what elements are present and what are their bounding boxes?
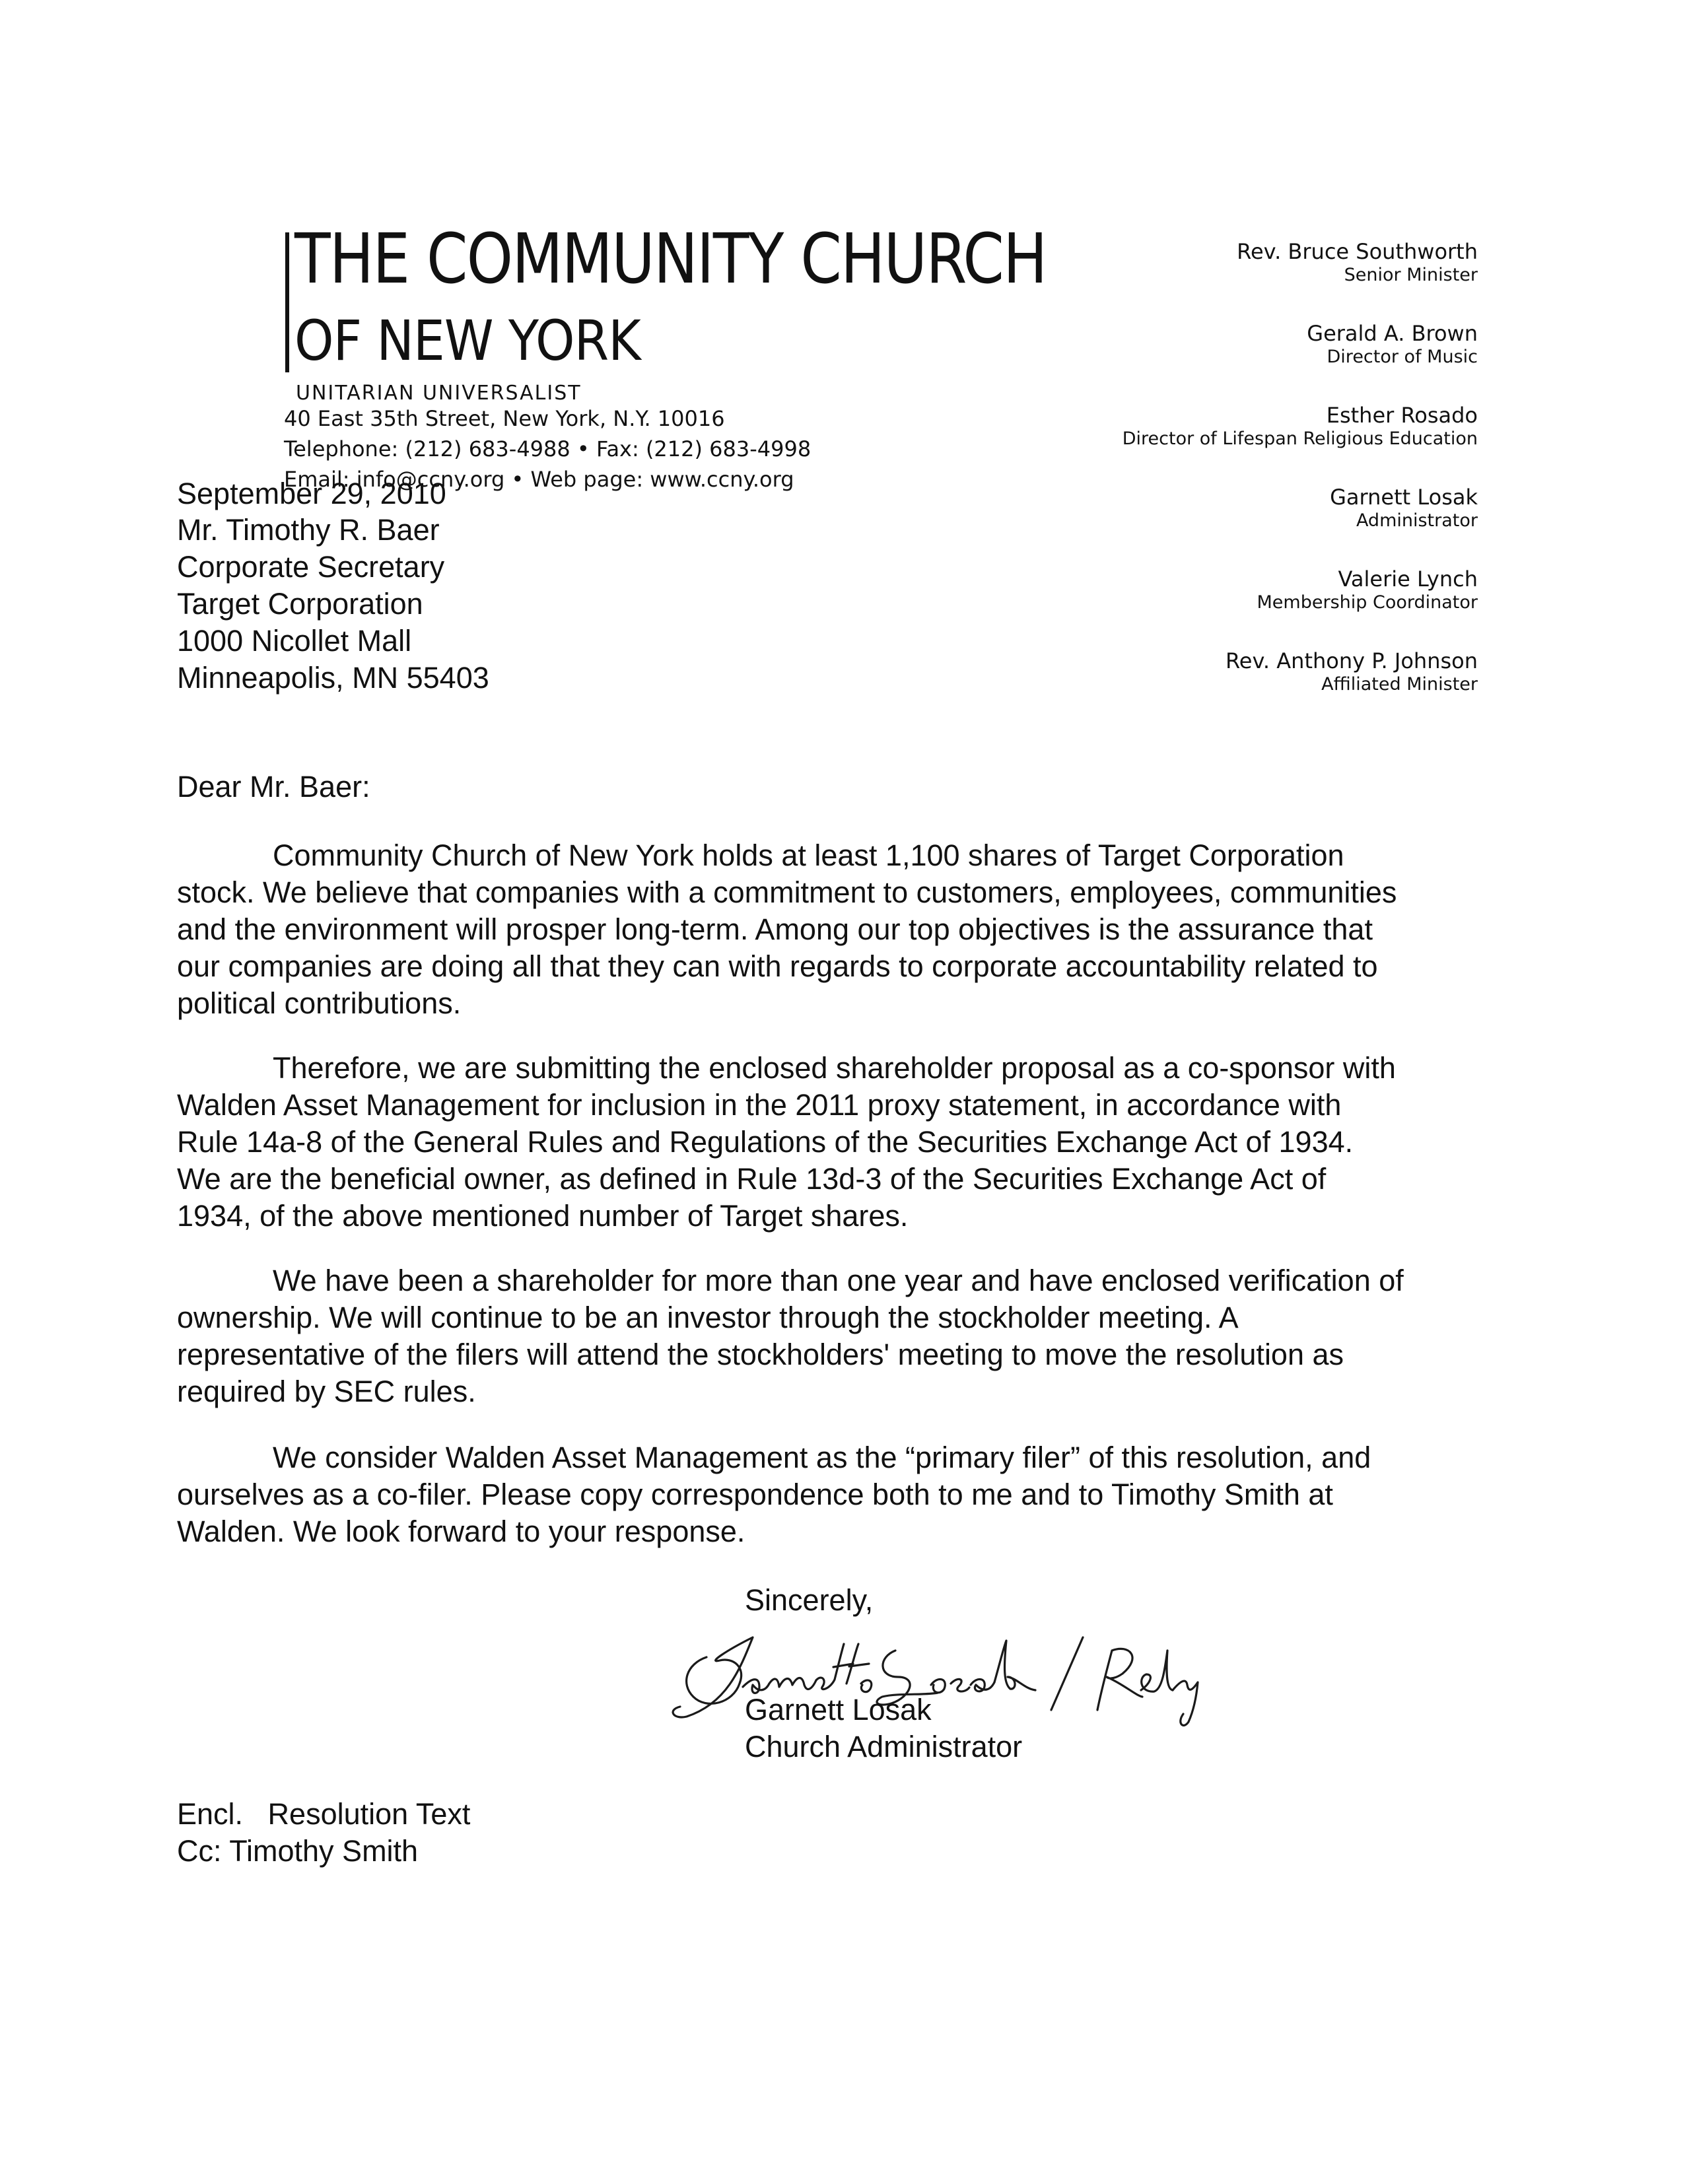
letterhead-name-line2: OF NEW YORK bbox=[294, 308, 640, 373]
staff-name: Garnett Losak bbox=[1330, 485, 1478, 510]
recipient-line: Corporate Secretary bbox=[177, 550, 445, 584]
staff-item bbox=[1016, 648, 1478, 730]
recipient-line: Minneapolis, MN 55403 bbox=[177, 661, 489, 695]
body-paragraph-4 bbox=[177, 1439, 1498, 1550]
signer-title: Church Administrator bbox=[745, 1730, 1023, 1763]
paragraph-line: stock. We believe that companies with a commitment to customers, employees, communities bbox=[177, 875, 1397, 909]
staff-name: Gerald A. Brown bbox=[1307, 321, 1478, 346]
signer-block bbox=[745, 1691, 1022, 1765]
staff-list bbox=[1016, 239, 1478, 730]
recipient-address bbox=[177, 512, 489, 697]
recipient-line: Mr. Timothy R. Baer bbox=[177, 513, 440, 547]
staff-name: Valerie Lynch bbox=[1338, 566, 1478, 592]
paragraph-line: We consider Walden Asset Management as the “primary filer” of this resolution, and bbox=[273, 1441, 1371, 1474]
paragraph-line: We are the beneficial owner, as defined in Rule 13d-3 of the Securities Exchange Act of bbox=[177, 1162, 1327, 1196]
paragraph-line: representative of the filers will attend the stockholders' meeting to move the resolution as bbox=[177, 1338, 1344, 1371]
recipient-line: Target Corporation bbox=[177, 587, 423, 621]
paragraph-line: ourselves as a co-filer. Please copy correspondence both to me and to Timothy Smith at bbox=[177, 1478, 1333, 1511]
staff-title: Administrator bbox=[1356, 510, 1478, 531]
body-paragraph-2 bbox=[177, 1050, 1498, 1235]
staff-name: Rev. Bruce Southworth bbox=[1237, 239, 1478, 264]
staff-name: Rev. Anthony P. Johnson bbox=[1225, 648, 1478, 673]
staff-title: Affiliated Minister bbox=[1321, 674, 1478, 695]
cc-line: Cc: Timothy Smith bbox=[177, 1834, 419, 1868]
staff-title: Membership Coordinator bbox=[1257, 592, 1478, 613]
enclosure-line: Encl. Resolution Text bbox=[177, 1797, 471, 1831]
staff-title: Director of Music bbox=[1327, 347, 1478, 367]
paragraph-line: Community Church of New York holds at least 1,100 shares of Target Corporation bbox=[273, 838, 1344, 872]
paragraph-line: Walden. We look forward to your response. bbox=[177, 1515, 745, 1548]
letterhead-email-web: Email: info@ccny.org • Web page: www.ccny.org bbox=[284, 467, 794, 492]
staff-item bbox=[1016, 485, 1478, 566]
recipient-line: 1000 Nicollet Mall bbox=[177, 624, 412, 658]
staff-title: Director of Lifespan Religious Education bbox=[1122, 428, 1478, 449]
staff-item bbox=[1016, 566, 1478, 648]
paragraph-line: our companies are doing all that they can with regards to corporate accountability related to bbox=[177, 949, 1378, 983]
letterhead-affiliation: UNITARIAN UNIVERSALIST bbox=[296, 382, 582, 405]
paragraph-line: and the environment will prosper long-term. Among our top objectives is the assurance that bbox=[177, 912, 1373, 946]
letterhead-address: 40 East 35th Street, New York, N.Y. 10016 bbox=[284, 406, 725, 431]
paragraph-line: Therefore, we are submitting the enclosed shareholder proposal as a co-sponsor with bbox=[273, 1051, 1396, 1085]
enclosure-block bbox=[177, 1796, 470, 1870]
body-paragraph-1 bbox=[177, 837, 1498, 1022]
paragraph-line: political contributions. bbox=[177, 986, 462, 1020]
paragraph-line: 1934, of the above mentioned number of Target shares. bbox=[177, 1199, 909, 1233]
body-paragraph-3 bbox=[177, 1262, 1498, 1410]
staff-item bbox=[1016, 321, 1478, 403]
paragraph-line: Walden Asset Management for inclusion in the 2011 proxy statement, in accordance with bbox=[177, 1088, 1342, 1122]
paragraph-line: required by SEC rules. bbox=[177, 1375, 476, 1408]
letterhead-name-line1: THE COMMUNITY CHURCH bbox=[294, 219, 1047, 299]
closing: Sincerely, bbox=[745, 1583, 874, 1617]
staff-name: Esther Rosado bbox=[1326, 403, 1478, 428]
letterhead-phone-fax: Telephone: (212) 683-4988 • Fax: (212) 683-4998 bbox=[284, 436, 812, 461]
letterhead-rule bbox=[285, 232, 289, 372]
staff-item bbox=[1016, 239, 1478, 321]
staff-item bbox=[1016, 403, 1478, 485]
letter-date: September 29, 2010 bbox=[177, 477, 446, 510]
paragraph-line: ownership. We will continue to be an investor through the stockholder meeting. A bbox=[177, 1301, 1239, 1334]
signer-name: Garnett Losak bbox=[745, 1693, 932, 1726]
paragraph-line: Rule 14a-8 of the General Rules and Regulations of the Securities Exchange Act of 1934. bbox=[177, 1125, 1354, 1159]
paragraph-line: We have been a shareholder for more than one year and have enclosed verification of bbox=[273, 1264, 1404, 1297]
salutation: Dear Mr. Baer: bbox=[177, 770, 370, 803]
staff-title: Senior Minister bbox=[1344, 265, 1478, 285]
